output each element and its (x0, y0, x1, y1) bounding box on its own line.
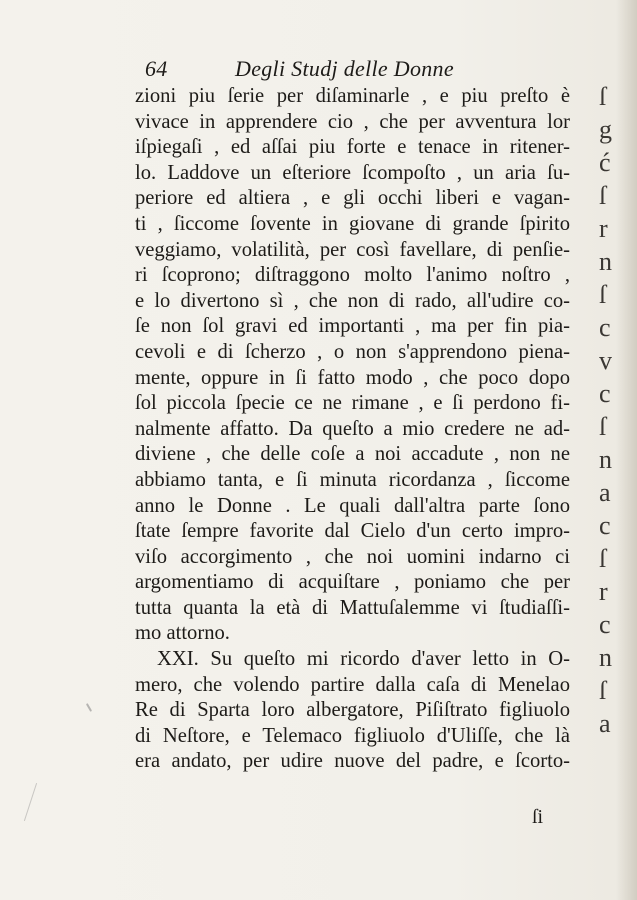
paper-speck (86, 703, 92, 712)
text-line: mo attorno. (135, 622, 230, 645)
paper-speck (24, 783, 37, 821)
text-line: diviene , che delle coſe a noi accadute , non ne (135, 443, 570, 466)
text-line: argomentiamo di acquiſtare , poniamo che per (135, 571, 570, 594)
text-line: periore ed altiera , e gli occhi liberi e vagan- (135, 187, 570, 210)
facing-page-letter: a (599, 478, 611, 507)
facing-page-letter: r (599, 214, 608, 243)
text-line: tutta quanta la età di Mattuſalemme vi ſtudiaſſi- (135, 596, 570, 619)
text-line: vivace in apprendere cio , che per avventura lor (135, 110, 570, 133)
text-line: e lo divertono sì , che non di rado, all'udire co- (135, 289, 570, 312)
text-line: zioni piu ſerie per diſaminarle , e piu preſto è (135, 85, 570, 107)
text-line: ſe non ſol gravi ed importanti , ma per fin pia- (135, 315, 570, 338)
facing-page-letter: n (599, 445, 612, 474)
facing-page-letter: a (599, 709, 611, 738)
facing-page-letter: g (599, 115, 612, 144)
text-line: ri ſcoprono; diſtraggono molto l'animo noſtro , (135, 264, 570, 287)
facing-page-letter: c (599, 313, 611, 342)
page-header (145, 56, 585, 86)
facing-page-letter: r (599, 577, 608, 606)
text-line: di Neſtore, e Telemaco figliuolo d'Uliſſe, che là (135, 724, 570, 747)
facing-page-letter: ſ (599, 181, 607, 210)
text-line: viſo accorgimento , che noi uomini indarno ci (135, 545, 570, 568)
text-line: Re di Sparta loro albergatore, Piſiſtrato figliuolo (135, 699, 570, 722)
facing-page-letter: c (599, 511, 611, 540)
facing-page-letter: ć (599, 148, 611, 177)
facing-page-bleed (599, 80, 629, 738)
text-line: mente, oppure in ſi fatto modo , che poco dopo (135, 366, 570, 389)
facing-page-letter: ſ (599, 412, 607, 441)
facing-page-letter: ſ (599, 82, 607, 111)
text-line: ti , ſiccome ſovente in giovane di grande ſpirito (135, 212, 570, 235)
facing-page-letter: c (599, 379, 611, 408)
text-line: iſpiegaſi , ed aſſai piu forte e tenace in ritener- (135, 136, 570, 159)
text-line: anno le Donne . Le quali dall'altra parte ſono (135, 494, 570, 517)
text-line: cevoli e di ſcherzo , o non s'apprendono piena- (135, 340, 570, 363)
text-line: ſtate ſempre favorite dal Cielo d'un certo impro- (135, 520, 570, 543)
running-title: Degli Studj delle Donne (235, 56, 454, 81)
facing-page-letter: ſ (599, 544, 607, 573)
text-line: era andato, per udire nuove del padre, e ſcorto- (135, 750, 570, 773)
page-number: 64 (145, 56, 168, 81)
facing-page-letter: v (599, 346, 612, 375)
text-line: mero, che volendo partire dalla caſa di Menelao (135, 673, 570, 696)
facing-page-letter: ſ (599, 280, 607, 309)
text-line: lo. Laddove un eſteriore ſcompoſto , un aria ſu- (135, 161, 570, 184)
text-line: ſol piccola ſpecie ce ne rimane , e ſi perdono fi- (135, 392, 570, 415)
body-text (135, 84, 570, 775)
text-line: nalmente affatto. Da queſto a mio credere ne ad- (135, 417, 570, 440)
text-line: veggiamo, volatilità, per così favellare, di penſie- (135, 238, 570, 261)
facing-page-letter: ſ (599, 676, 607, 705)
text-line: abbiamo tanta, e ſi minuta ricordanza , ſiccome (135, 468, 570, 491)
facing-page-letter: n (599, 247, 612, 276)
text-line: XXI. Su queſto mi ricordo d'aver letto in O- (157, 648, 570, 671)
facing-page-letter: n (599, 643, 612, 672)
facing-page-letter: c (599, 610, 611, 639)
catchword: ſi (532, 806, 544, 828)
